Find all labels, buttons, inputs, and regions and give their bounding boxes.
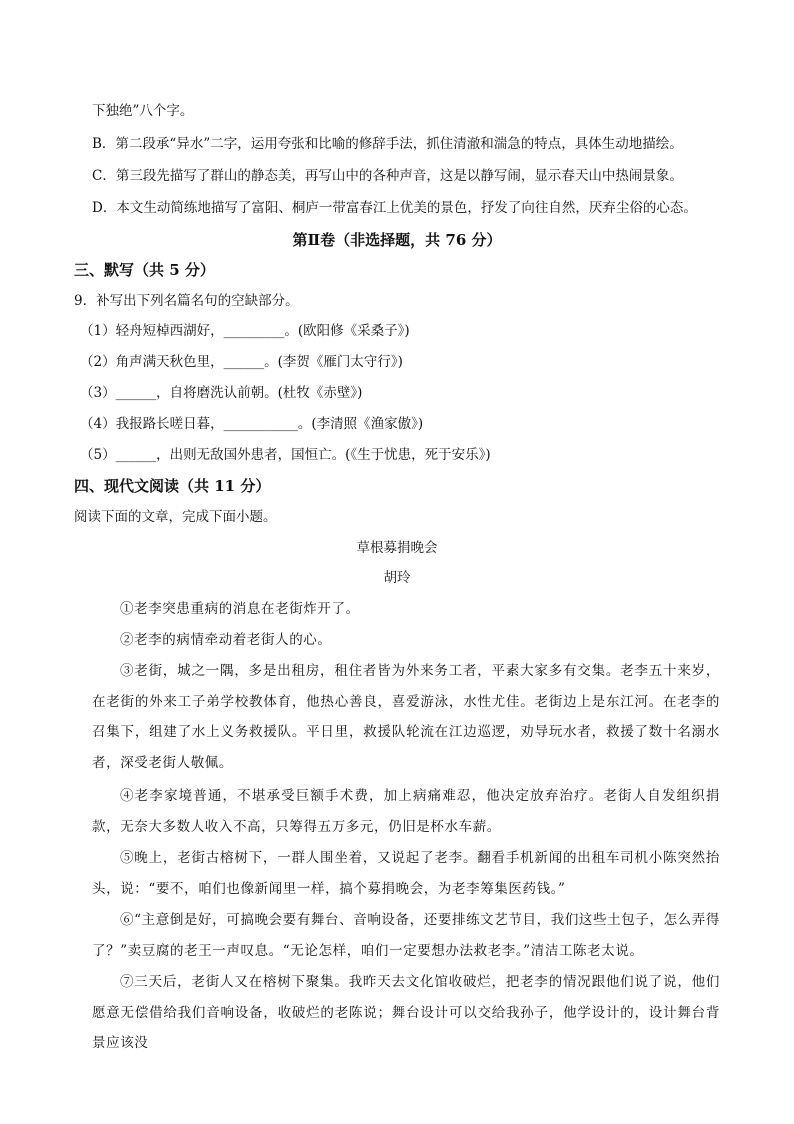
question-9: 9．补写出下列名篇名句的空缺部分。 bbox=[74, 293, 299, 309]
option-c: C．第三段先描写了群山的静态美，再写山中的各种声音，这是以静写闹，显示春天山中热闹景象。 bbox=[92, 168, 683, 184]
option-b: B．第二段承“异水”二字，运用夸张和比喻的修辞手法，抓住清澈和湍急的特点，具体生动地描绘。 bbox=[92, 136, 683, 152]
part2-title: 第Ⅱ卷（非选择题，共 76 分） bbox=[292, 231, 502, 249]
fill-item-4: （4）我报路长嗟日暮，___________。(李清照《渔家傲》) bbox=[80, 416, 424, 432]
section3-heading: 三、默写（共 5 分） bbox=[74, 261, 215, 279]
paragraph-5: ⑤晚上，老街古榕树下，一群人围坐着，又说起了老李。翻看手机新闻的出租车司机小陈突然抬头，说：“要不，咱们也像新闻里一样，搞个募捐晚会，为老李筹集医药钱。” bbox=[92, 850, 720, 897]
paragraph-7: ⑦三天后，老街人又在榕树下聚集。我昨天去文化馆收破烂，把老李的情况跟他们说了说，他们愿意无偿借给我们音响设备，收破烂的老陈说；舞台设计可以交给我孙子，他学设计的，设计舞台背景应该没 bbox=[92, 974, 720, 1051]
paragraph-2: ②老李的病情牵动着老街人的心。 bbox=[120, 632, 332, 648]
fill-item-2: （2）角声满天秋色里，______。(李贺《雁门太守行》) bbox=[80, 354, 403, 370]
paragraph-4: ④老李家境普通，不堪承受巨额手术费，加上病痛难忍，他决定放弃治疗。老街人自发组织捐款，无奈大多数人收入不高，只筹得五万多元，仍旧是杯水车薪。 bbox=[92, 788, 720, 835]
fill-item-5: （5）______，出则无敌国外患者，国恒亡。(《生于忧患，死于安乐》) bbox=[80, 447, 491, 463]
paragraph-3: ③老街，城之一隅，多是出租房，租住者皆为外来务工者，平素大家多有交集。老李五十来岁，在老街的外来工子弟学校教体育，他热心善良，喜爱游泳，水性尤佳。老街边上是东江河。在老李的召集下，组建了水上义务救援队。平日里，救援队轮流在江边巡逻，劝导玩水者，救援了数十名溺水者，深受老街人敬佩。 bbox=[92, 663, 720, 771]
reading-intro: 阅读下面的文章，完成下面小题。 bbox=[74, 509, 277, 525]
option-a-tail: 下独绝”八个字。 bbox=[92, 103, 194, 119]
paragraph-6: ⑥“主意倒是好，可搞晚会要有舞台、音响设备，还要排练文艺节目，我们这些土包子，怎么弄得了？”卖豆腐的老王一声叹息。“无论怎样，咱们一定要想办法救老李。”清洁工陈老太说。 bbox=[92, 912, 720, 959]
section4-heading: 四、现代文阅读（共 11 分） bbox=[74, 477, 271, 495]
fill-item-1: （1）轻舟短棹西湖好，_________。(欧阳修《采桑子》) bbox=[80, 323, 410, 339]
fill-item-3: （3）______，自将磨洗认前朝。(杜牧《赤壁》) bbox=[80, 385, 363, 401]
article-author: 胡玲 bbox=[383, 570, 411, 586]
paragraph-1: ①老李突患重病的消息在老街炸开了。 bbox=[120, 601, 360, 617]
article-title: 草根募捐晚会 bbox=[356, 540, 438, 556]
option-d: D．本文生动简练地描写了富阳、桐庐一带富春江上优美的景色，抒发了向往自然，厌弃尘俗的心态。 bbox=[92, 200, 697, 216]
